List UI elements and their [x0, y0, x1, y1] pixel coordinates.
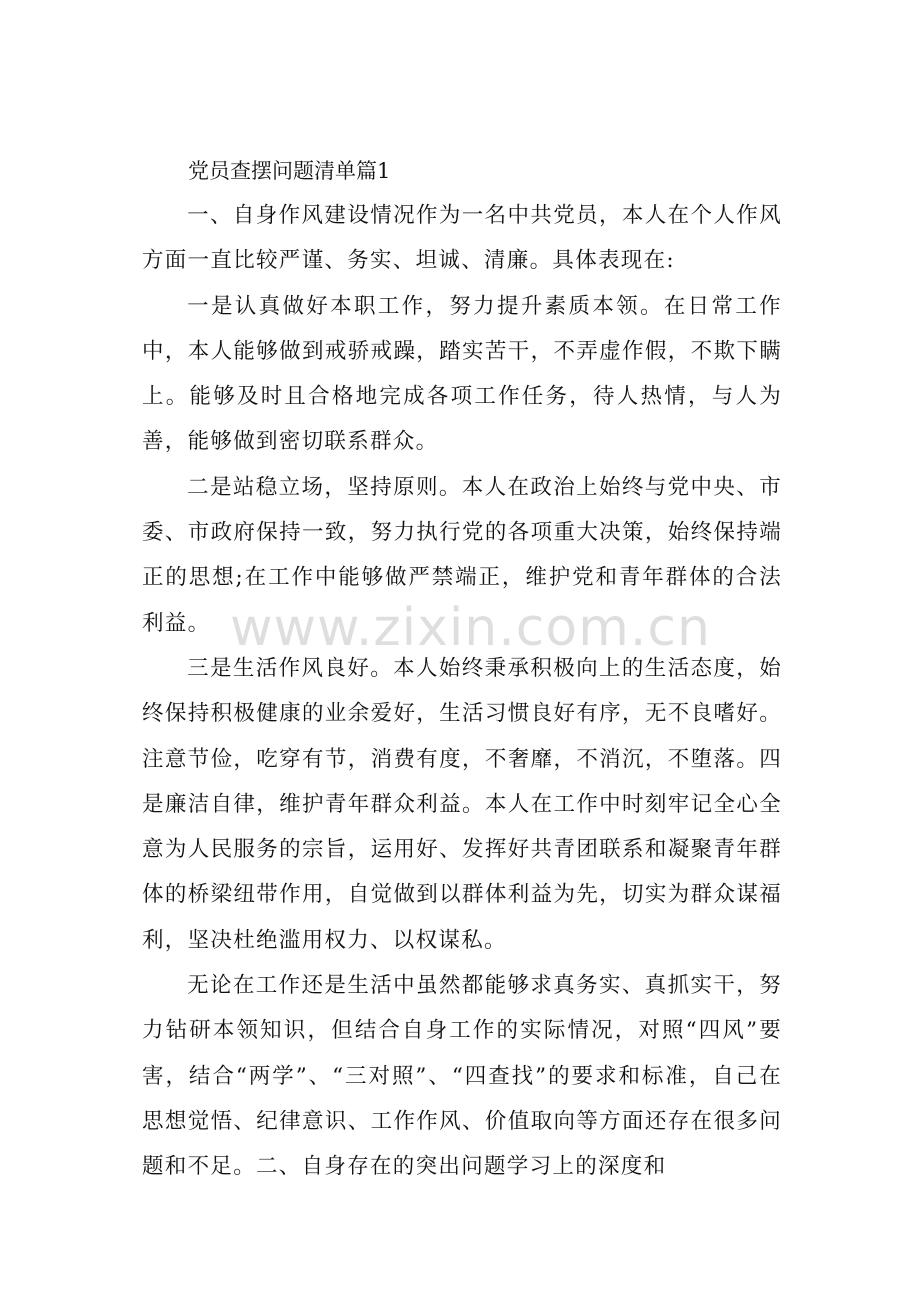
document-body: [142, 150, 782, 1190]
paragraph-4: 三是生活作风良好。本人始终秉承积极向上的生活态度，始终保持积极健康的业余爱好，生活习惯良好有序，无不良嗜好。注意节俭，吃穿有节，消费有度，不奢靡，不消沉，不堕落。四是廉洁自律，维护青年群众利益。本人在工作中时刻牢记全心全意为人民服务的宗旨，运用好、发挥好共青团联系和凝聚青年群体的桥梁纽带作用，自觉做到以群体利益为先，切实为群众谋福利，坚决杜绝滥用权力、以权谋私。: [142, 655, 782, 953]
paragraph-2: 一是认真做好本职工作，努力提升素质本领。在日常工作中，本人能够做到戒骄戒躁，踏实苦干，不弄虚作假，不欺下瞒上。能够及时且合格地完成各项工作任务，待人热情，与人为善，能够做到密切联系群众。: [142, 293, 782, 455]
paragraph-1: 一、自身作风建设情况作为一名中共党员，本人在个人作风方面一直比较严谨、务实、坦诚、清廉。具体表现在:: [142, 203, 782, 274]
paragraph-3: 二是站稳立场，坚持原则。本人在政治上始终与党中央、市委、市政府保持一致，努力执行党的各项重大决策，始终保持端正的思想;在工作中能够做严禁端正，维护党和青年群体的合法利益。: [142, 474, 782, 636]
watermark: www.zixin.com.cn: [230, 598, 711, 658]
paragraph-5: 无论在工作还是生活中虽然都能够求真务实、真抓实干，努力钻研本领知识，但结合自身工作的实际情况，对照“四风”要害，结合“两学”、“三对照”、“四查找”的要求和标准，自己在思想觉悟、纪律意识、工作作风、价值取向等方面还存在很多问题和不足。二、自身存在的突出问题学习上的深度和: [142, 973, 782, 1180]
document-title: 党员查摆问题清单篇1: [188, 159, 391, 183]
